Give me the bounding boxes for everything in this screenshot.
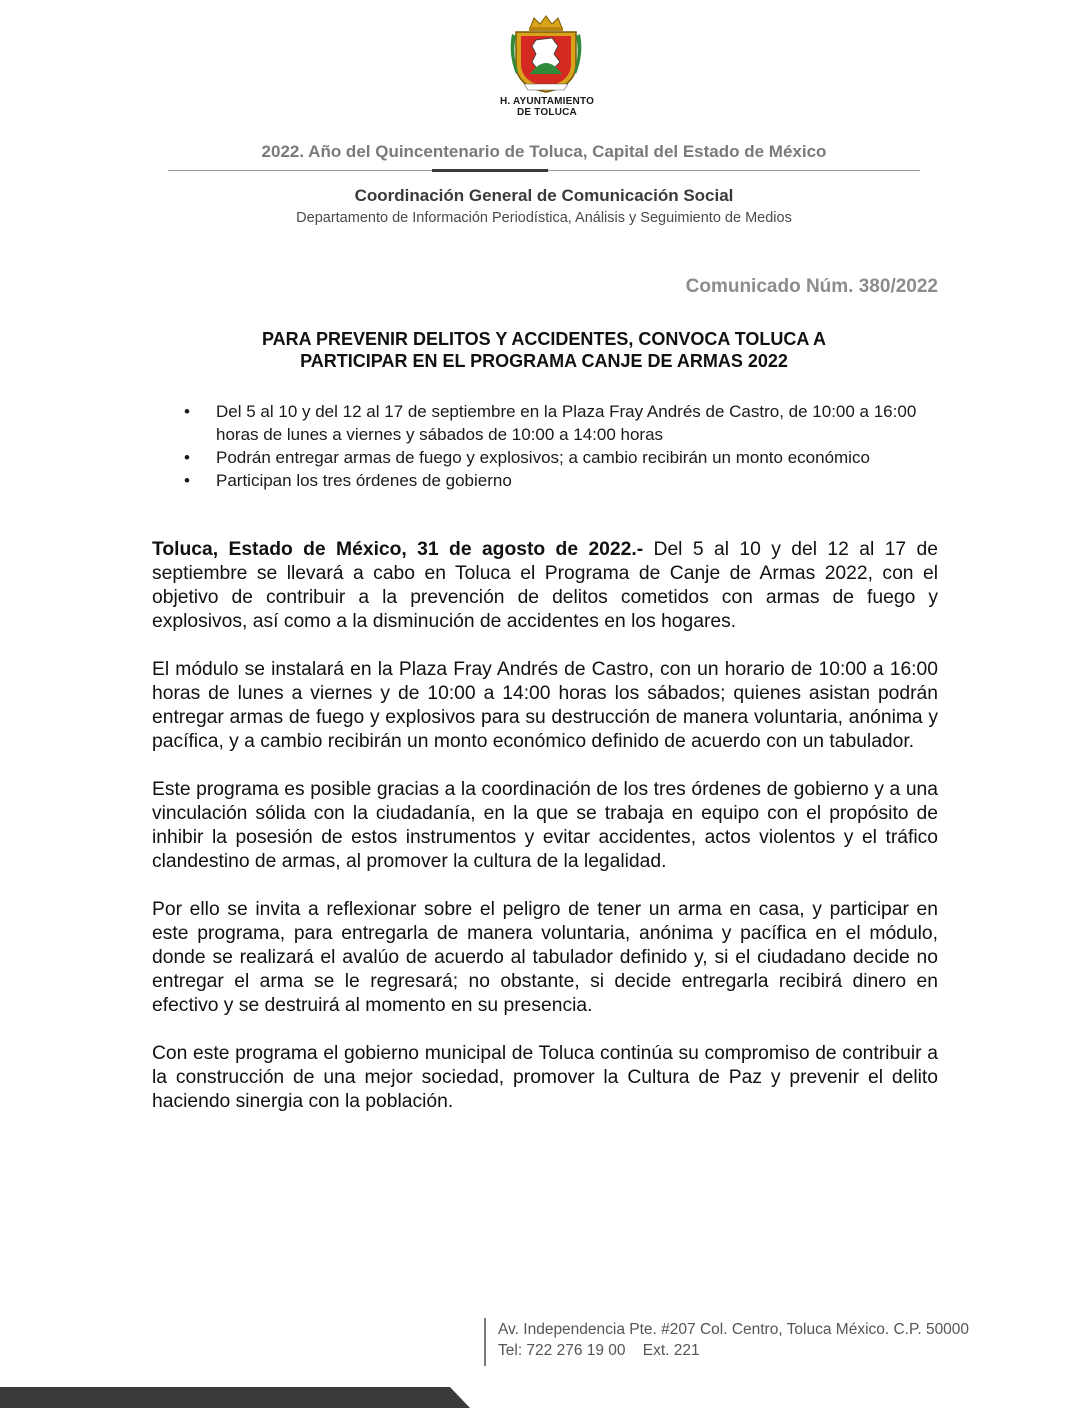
coordination-title: Coordinación General de Comunicación Social: [354, 186, 734, 205]
list-item: [184, 446, 936, 469]
list-item: [184, 400, 936, 446]
bullet-text: Participan los tres órdenes de gobierno: [216, 471, 512, 490]
dateline: Toluca, Estado de México, 31 de agosto de 2022.-: [152, 539, 644, 560]
list-item: [184, 469, 936, 492]
paragraph-1: [152, 538, 938, 634]
headline-line2: PARTICIPAR EN EL PROGRAMA CANJE DE ARMAS 2022: [300, 351, 788, 371]
bullet-icon: •: [184, 448, 190, 467]
bullet-icon: •: [184, 471, 190, 490]
summary-bullets: [184, 400, 936, 492]
organization-name: [470, 96, 624, 118]
paragraph-1-text: Del 5 al 10 y del 12 al 17 de septiembre se llevará a cabo en Toluca el Programa de Canje de Armas 2022, con el objetivo de contribuir a la prevención de delitos cometidos con armas de fuego y explosivos, así como a la disminución de accidentes en los hogares.: [152, 539, 938, 632]
footer-bar: [0, 1387, 470, 1408]
paragraph-4: Por ello se invita a reflexionar sobre el peligro de tener un arma en casa, y participar en este programa, para entregarla de manera voluntaria, anónima y pacífica en el módulo, donde se realizará el avalúo de acuerdo al tabulador definido y, si el ciudadano decide no entregar el arma se le regresará; no obstante, si decide entregarla recibirá dinero en efectivo y se destruirá al momento en su presencia.: [152, 899, 938, 1016]
paragraph-3: Este programa es posible gracias a la coordinación de los tres órdenes de gobierno y a una vinculación sólida con la ciudadanía, en la que se trabaja en equipo con el propósito de inhibir la posesión de estos instrumentos y evitar accidentes, actos violentos y el tráfico clandestino de armas, al promover la cultura de la legalidad.: [152, 779, 938, 872]
footer-divider: [484, 1318, 486, 1366]
article-body: [152, 538, 938, 1138]
department-subtitle: Departamento de Información Periodística, Análisis y Seguimiento de Medios: [296, 210, 792, 226]
paragraph-5: Con este programa el gobierno municipal de Toluca continúa su compromiso de contribuir a la construcción de una mejor sociedad, promover la Cultura de Paz y prevenir el delito haciendo sinergia con la población.: [152, 1043, 938, 1112]
year-banner: 2022. Año del Quincentenario de Toluca, Capital del Estado de México: [261, 142, 827, 161]
org-name-line1: H. AYUNTAMIENTO: [499, 96, 595, 107]
coat-of-arms-icon: [508, 14, 584, 94]
bullet-icon: •: [184, 402, 190, 421]
footer-address: Av. Independencia Pte. #207 Col. Centro, Toluca México. C.P. 50000: [498, 1321, 970, 1338]
release-number: Comunicado Núm. 380/2022: [685, 276, 938, 297]
org-name-line2: DE TOLUCA: [517, 107, 577, 118]
paragraph-2: El módulo se instalará en la Plaza Fray Andrés de Castro, con un horario de 10:00 a 16:00 horas de lunes a viernes y de 10:00 a 14:00 horas los sábados; quienes asistan podrán entregar armas de fuego y explosivos para su destrucción de manera voluntaria, anónima y pacífica, y a cambio recibirán un monto económico definido de acuerdo con un tabulador.: [152, 659, 938, 752]
footer-telephone: Tel: 722 276 19 00 Ext. 221: [498, 1342, 700, 1359]
headline-line1: PARA PREVENIR DELITOS Y ACCIDENTES, CONVOCA TOLUCA A: [261, 329, 827, 349]
headline: [152, 328, 936, 372]
bullet-text: Podrán entregar armas de fuego y explosivos; a cambio recibirán un monto económico: [216, 448, 870, 467]
bullet-text: Del 5 al 10 y del 12 al 17 de septiembre en la Plaza Fray Andrés de Castro, de 10:00 a 16:00 horas de lunes a viernes y sábados de 10:00 a 14:00 horas: [216, 402, 917, 444]
header-rule-accent: [432, 169, 548, 172]
